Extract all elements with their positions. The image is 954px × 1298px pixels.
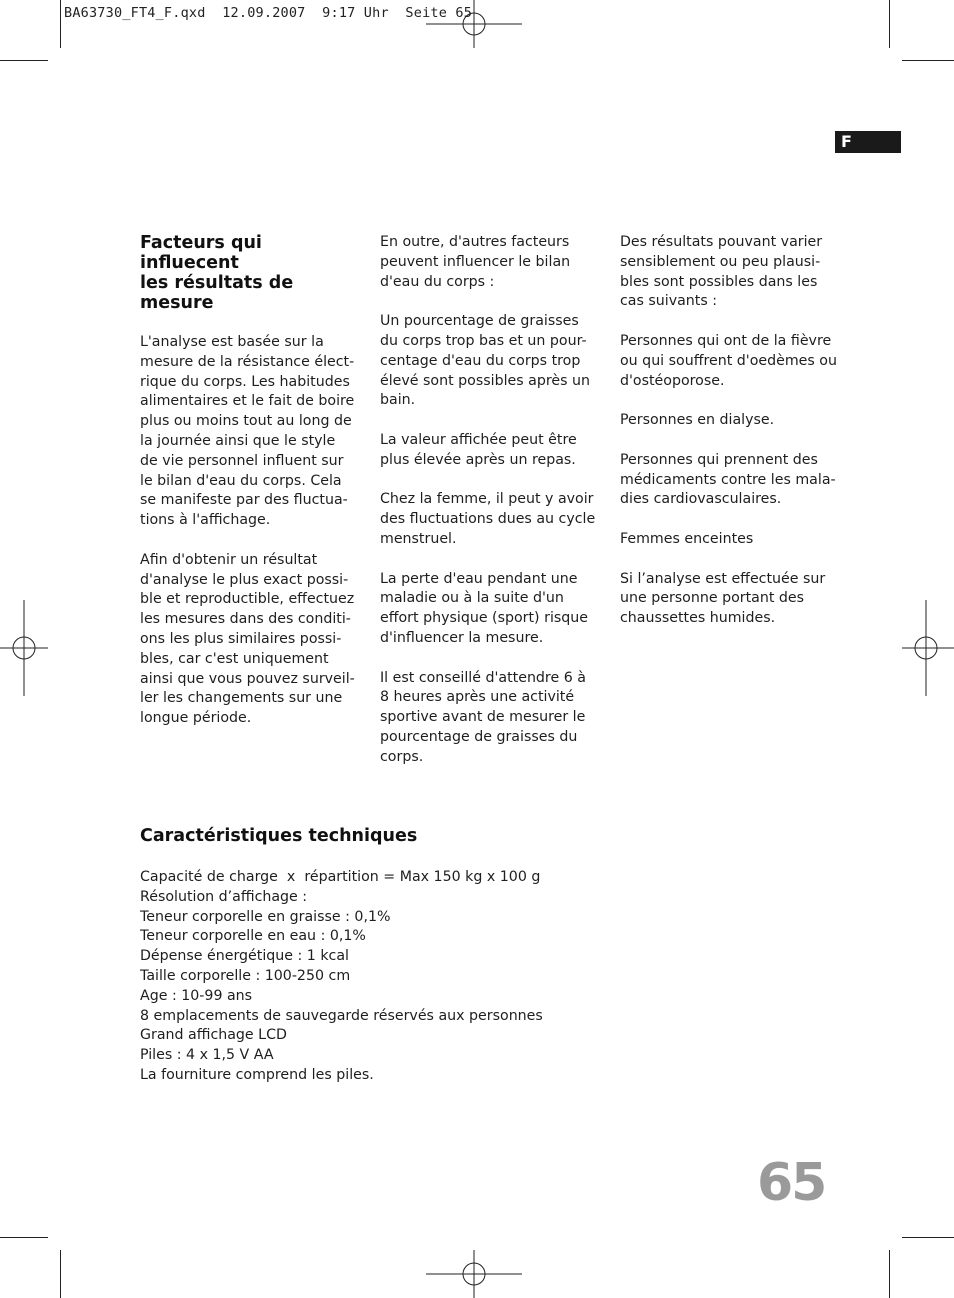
paragraph: Des résultats pouvant varier sensiblement ou peu plausi- bles sont possibles dans les cas suivants :: [620, 234, 823, 310]
crop-mark: [0, 1237, 48, 1238]
paragraph: Personnes en dialyse.: [620, 412, 775, 429]
spec-item: Teneur corporelle en graisse : 0,1%: [140, 908, 391, 925]
crop-mark: [889, 0, 890, 48]
spec-item: Dépense énergétique : 1 kcal: [140, 948, 349, 965]
paragraph: Afin d'obtenir un résultat d'analyse le plus exact possi- ble et reproductible, effectuez les mesures dans des conditi- ons les plus similaires possi- bles, car c'est uniquement ainsi que vous pouvez surveil- ler les changements sur une longue période.: [140, 551, 355, 727]
text-column-1: [140, 233, 362, 749]
paragraph: Un pourcentage de graisses du corps trop bas et un pour- centage d'eau du corps trop élevé sont possibles après un bain.: [380, 313, 590, 409]
spec-item: Grand affichage LCD: [140, 1027, 287, 1044]
paragraph: En outre, d'autres facteurs peuvent influencer le bilan d'eau du corps :: [380, 234, 571, 290]
spec-item: Piles : 4 x 1,5 V AA: [140, 1047, 274, 1064]
spec-item: Capacité de charge x répartition = Max 150 kg x 100 g: [140, 869, 541, 885]
text-column-3: [620, 233, 842, 649]
paragraph: Femmes enceintes: [620, 530, 754, 547]
spec-item: Age : 10-99 ans: [140, 987, 253, 1004]
registration-mark-top: [426, 0, 524, 48]
spec-item: 8 emplacements de sauvegarde réservés aux personnes: [140, 1007, 543, 1024]
specs-list: [140, 868, 543, 1086]
print-slug-line: BA63730_FT4_F.qxd 12.09.2007 9:17 Uhr Seite 65: [64, 5, 473, 21]
paragraph: Si l’analyse est effectuée sur une personne portant des chaussettes humides.: [620, 570, 826, 627]
paragraph: Il est conseillé d'attendre 6 à 8 heures après une activité sportive avant de mesurer le pourcentage de graisses du corps.: [380, 669, 586, 765]
paragraph: La valeur affichée peut être plus élevée après un repas.: [380, 431, 577, 468]
paragraph: La perte d'eau pendant une maladie ou à la suite d'un effort physique (sport) risque d'influencer la mesure.: [380, 570, 588, 646]
registration-mark-bottom: [426, 1250, 524, 1298]
crop-mark: [902, 1237, 954, 1238]
paragraph: L'analyse est basée sur la mesure de la résistance élect- rique du corps. Les habitudes alimentaires et le fait de boire plus ou moins tout au long de la journée ainsi que le style de vie personnel influent sur le bilan d'eau du corps. Cela se manifeste par des fluctua- tions à l'affichage.: [140, 334, 355, 529]
spec-item: Teneur corporelle en eau : 0,1%: [140, 928, 366, 945]
registration-mark-left: [0, 600, 48, 698]
paragraph: Personnes qui prennent des médicaments contre les mala- dies cardiovasculaires.: [620, 451, 836, 508]
text-column-2: [380, 233, 602, 787]
crop-mark: [60, 1250, 61, 1298]
paragraph: Chez la femme, il peut y avoir des fluctuations dues au cycle menstruel.: [380, 491, 596, 547]
crop-mark: [889, 1250, 890, 1298]
spec-item: Résolution d’affichage :: [140, 888, 308, 905]
spec-item: La fourniture comprend les piles.: [140, 1066, 374, 1083]
crop-mark: [902, 60, 954, 61]
language-tab: F: [835, 131, 901, 153]
page-number: 65: [757, 1153, 826, 1213]
spec-item: Taille corporelle : 100-250 cm: [140, 967, 351, 984]
crop-mark: [0, 60, 48, 61]
registration-mark-right: [902, 600, 954, 698]
crop-mark: [60, 0, 61, 48]
specs-heading: Caractéristiques techniques: [140, 826, 418, 846]
paragraph: Personnes qui ont de la fièvre ou qui souffrent d'oedèmes ou d'ostéoporose.: [620, 332, 837, 389]
section-heading: Facteurs qui influecent les résultats de mesure: [140, 233, 294, 313]
